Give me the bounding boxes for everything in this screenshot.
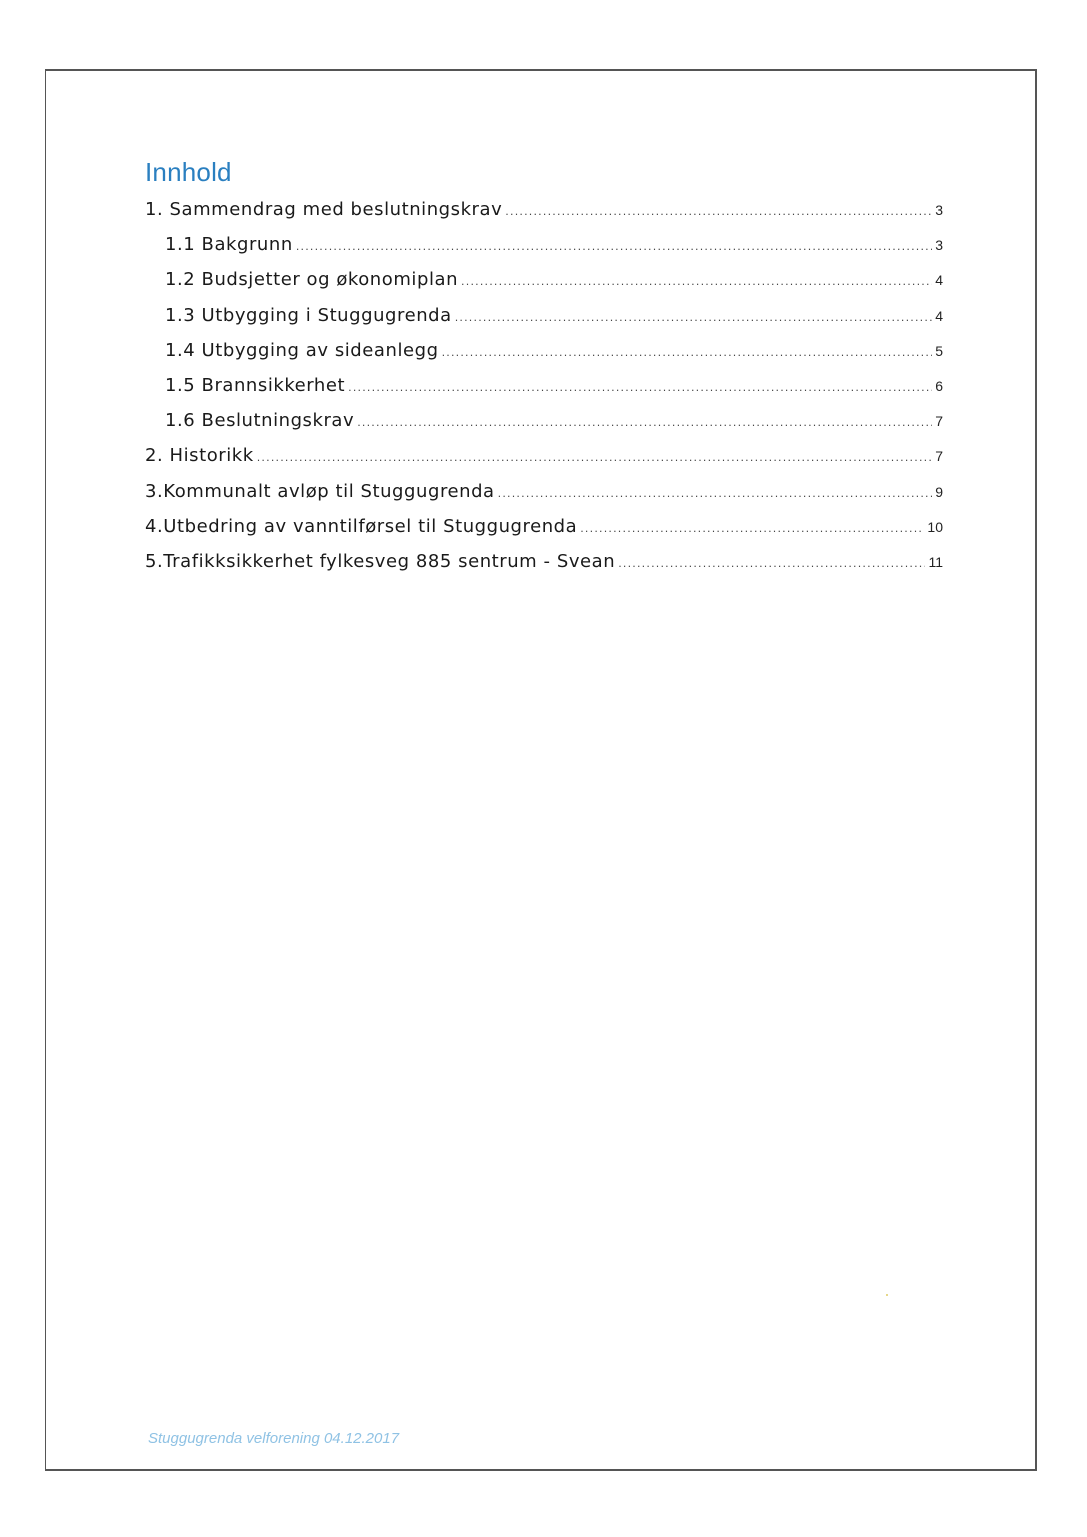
page-footer: Stuggugrenda velforening 04.12.2017 [148,1430,400,1447]
toc-entry-label: 1.4 Utbygging av sideanlegg [165,339,439,361]
toc-entry-4[interactable] [145,509,943,544]
toc-entry-label: 1.1 Bakgrunn [165,234,293,256]
toc-entry-label: 1.6 Beslutningskrav [165,410,355,432]
toc-entry-page: 3 [935,237,943,254]
toc-entry-page: 3 [935,202,943,218]
toc-entry-1-4[interactable] [145,333,943,368]
toc-dot-leader [498,476,933,511]
toc-entry-label: 1. Sammendrag med beslutningskrav [145,199,503,220]
toc-entry-1-3[interactable] [145,298,943,333]
toc-entry-1-2[interactable] [145,262,943,297]
toc-entry-label: 1.2 Budsjetter og økonomiplan [165,269,459,291]
toc-entry-label: 3.Kommunalt avløp til Stuggugrenda [145,480,495,502]
toc-entry-label: 1.5 Brannsikkerhet [165,374,346,396]
toc-entry-1[interactable] [145,192,943,227]
toc-dot-leader [505,194,932,229]
toc-entry-page: 7 [935,413,943,430]
toc-entry-label: 2. Historikk [145,445,254,467]
toc-dot-leader [257,440,932,475]
toc-entry-page: 5 [935,342,943,359]
toc-dot-leader [618,546,925,581]
toc-entry-2[interactable] [145,438,943,473]
toc-title: Innhold [145,157,232,187]
toc-entry-page: 9 [935,483,943,500]
toc-entry-page: 10 [927,518,943,535]
toc-dot-leader [461,264,932,299]
toc-dot-leader [580,511,924,546]
toc-entry-1-5[interactable] [145,368,943,403]
toc-entry-page: 6 [935,377,943,394]
toc-entry-page: 7 [935,448,943,465]
toc-entry-label: 4.Utbedring av vanntilførsel til Stuggugrenda [145,515,578,537]
scan-speck [886,1294,888,1296]
toc-dot-leader [455,300,932,335]
table-of-contents [145,192,943,579]
toc-dot-leader [296,229,932,264]
toc-entry-3[interactable] [145,474,943,509]
toc-dot-leader [442,335,933,370]
toc-dot-leader [357,405,932,440]
toc-entry-label: 1.3 Utbygging i Stuggugrenda [165,304,452,326]
toc-entry-page: 11 [928,553,943,570]
toc-entry-1-1[interactable] [145,227,943,262]
toc-entry-5[interactable] [145,544,943,579]
toc-dot-leader [348,370,932,405]
toc-entry-page: 4 [935,272,943,289]
toc-entry-1-6[interactable] [145,403,943,438]
toc-entry-label: 5.Trafikksikkerhet fylkesveg 885 sentrum - Svean [145,550,616,572]
toc-entry-page: 4 [935,307,943,324]
